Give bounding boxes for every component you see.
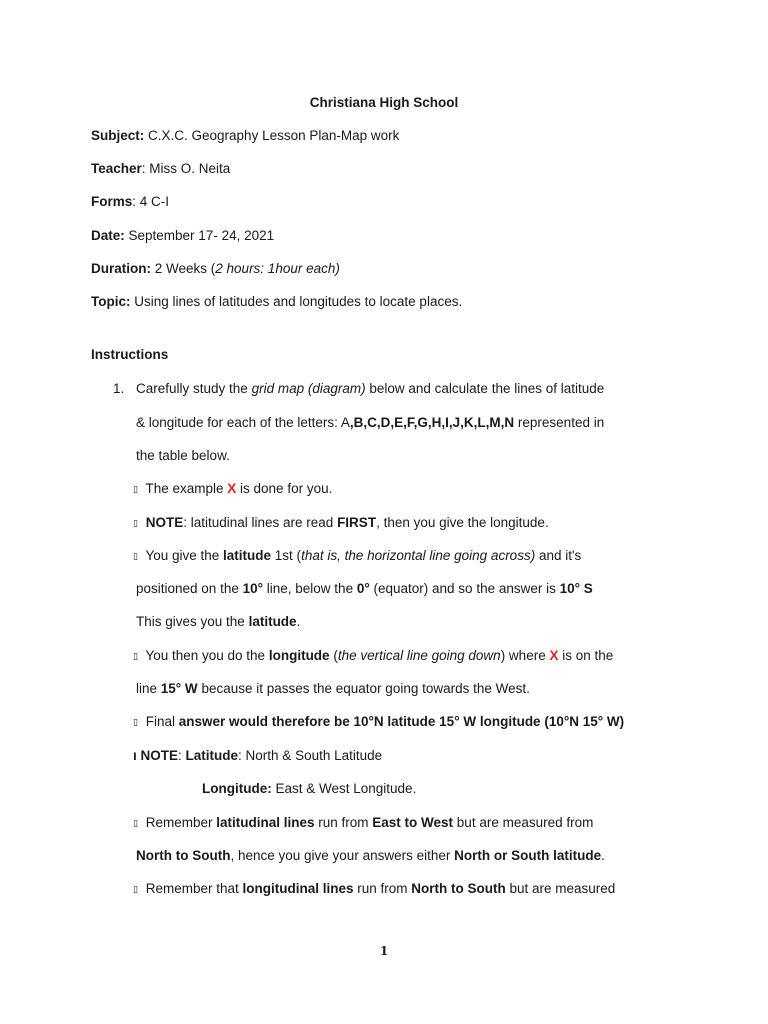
text: ( [329, 648, 338, 663]
text: represented in [514, 415, 605, 430]
text: Final [141, 714, 179, 729]
latitudinal-lines-line-2 [136, 847, 605, 865]
bullet-longitudinal-lines [133, 880, 615, 898]
text: but are measured [505, 881, 616, 896]
text: You then you do the [141, 648, 269, 663]
answer-10s: 10° S [559, 581, 593, 596]
forms-value: : 4 C-I [132, 194, 170, 209]
vertical-line-note: the vertical line going down [337, 648, 501, 663]
page-number: 1 [379, 944, 389, 958]
subject-line [91, 127, 399, 145]
text: . [296, 614, 301, 629]
duration-detail: 2 hours: 1hour each) [215, 261, 340, 276]
text: You give the [141, 548, 224, 563]
letters-list: ,B,C,D,E,F,G,H,I,J,K,L,M,N [349, 415, 515, 430]
subject-label: Subject: [91, 128, 145, 143]
text: ) where [500, 648, 550, 663]
text: 1st ( [271, 548, 302, 563]
text: Remember [141, 815, 217, 830]
text: : North & South Latitude [238, 748, 383, 763]
item-number: 1. [113, 381, 125, 396]
text: positioned on the [136, 581, 243, 596]
bullet-icon: ı [133, 748, 137, 763]
longitude-step-line-2 [136, 680, 530, 698]
example-x-marker: X [227, 481, 237, 496]
latitude-term: latitude [223, 548, 272, 563]
text: East & West Longitude. [271, 781, 417, 796]
north-to-south: North to South [136, 848, 231, 863]
duration-label: Duration: [91, 261, 151, 276]
bullet-latitude-step [133, 547, 581, 565]
topic-line [91, 293, 462, 311]
text: but are measured from [453, 815, 594, 830]
bullet-note-latitude-first [133, 514, 549, 532]
text: line [136, 681, 161, 696]
latitude-step-line-2 [136, 580, 593, 598]
north-to-south: North to South [411, 881, 506, 896]
bullet-icon: ▯ [133, 518, 138, 528]
latitude-term: latitude [248, 614, 297, 629]
text: . [601, 848, 605, 863]
text: Remember that [141, 881, 243, 896]
text: The example [141, 481, 228, 496]
bullet-note-lat-long [133, 747, 382, 765]
longitude-label: Longitude: [202, 781, 272, 796]
bullet-latitudinal-lines [133, 814, 593, 832]
text: & longitude for each of the letters: A [136, 415, 350, 430]
text: line, below the [263, 581, 357, 596]
topic-label: Topic: [91, 294, 131, 309]
instruction-line-2 [136, 414, 604, 432]
latitude-term: Latitude [185, 748, 239, 763]
teacher-label: Teacher [91, 161, 142, 176]
note-label: NOTE [141, 515, 184, 530]
degree-15w: 15° W [160, 681, 198, 696]
final-answer: answer would therefore be 10°N latitude 15° W longitude (10°N 15° W) [178, 714, 625, 729]
text: run from [314, 815, 373, 830]
text: run from [353, 881, 412, 896]
date-label: Date: [91, 228, 125, 243]
text: , hence you give your answers either [230, 848, 455, 863]
bullet-icon: ▯ [133, 717, 138, 727]
bullet-icon: ▯ [133, 651, 138, 661]
longitudinal-lines-term: longitudinal lines [242, 881, 354, 896]
text: is on the [558, 648, 614, 663]
instruction-line-3: the table below. [136, 448, 230, 463]
bullet-icon: ▯ [133, 551, 138, 561]
date-value: September 17- 24, 2021 [124, 228, 275, 243]
subject-value: C.X.C. Geography Lesson Plan-Map work [144, 128, 400, 143]
east-to-west: East to West [372, 815, 454, 830]
bullet-longitude-step [133, 647, 613, 665]
teacher-line [91, 160, 230, 178]
example-x-marker: X [549, 648, 559, 663]
text: below and calculate the lines of latitude [365, 381, 605, 396]
topic-value: Using lines of latitudes and longitudes to locate places. [130, 294, 463, 309]
grid-map-term: grid map (diagram) [251, 381, 366, 396]
text: because it passes the equator going towards the West. [197, 681, 530, 696]
instruction-line-1 [136, 380, 604, 398]
teacher-value: : Miss O. Neita [141, 161, 231, 176]
duration-line [91, 260, 340, 278]
date-line [91, 227, 274, 245]
instructions-heading: Instructions [91, 347, 169, 362]
first-term: FIRST [337, 515, 377, 530]
latitude-step-line-3 [136, 613, 300, 631]
degree-10: 10° [242, 581, 264, 596]
school-title: Christiana High School [309, 95, 459, 110]
text: and it's [535, 548, 582, 563]
note-label: NOTE [136, 748, 179, 763]
text: This gives you the [136, 614, 249, 629]
forms-line [91, 193, 169, 211]
latitudinal-lines-term: latitudinal lines [216, 815, 315, 830]
bullet-final-answer [133, 713, 624, 731]
text: : [178, 748, 186, 763]
duration-value: 2 Weeks ( [151, 261, 216, 276]
forms-label: Forms [91, 194, 133, 209]
horizontal-line-note: that is, the horizontal line going across) [301, 548, 536, 563]
text: is done for you. [236, 481, 333, 496]
bullet-icon: ▯ [133, 484, 138, 494]
bullet-example [133, 480, 332, 498]
text: (equator) and so the answer is [369, 581, 560, 596]
bullet-icon: ▯ [133, 884, 138, 894]
north-or-south-latitude: North or South latitude [454, 848, 602, 863]
text: : latitudinal lines are read [183, 515, 338, 530]
longitude-definition [202, 780, 416, 798]
text: , then you give the longitude. [376, 515, 549, 530]
degree-0: 0° [356, 581, 370, 596]
longitude-term: longitude [268, 648, 330, 663]
text: Carefully study the [136, 381, 252, 396]
bullet-icon: ▯ [133, 818, 138, 828]
